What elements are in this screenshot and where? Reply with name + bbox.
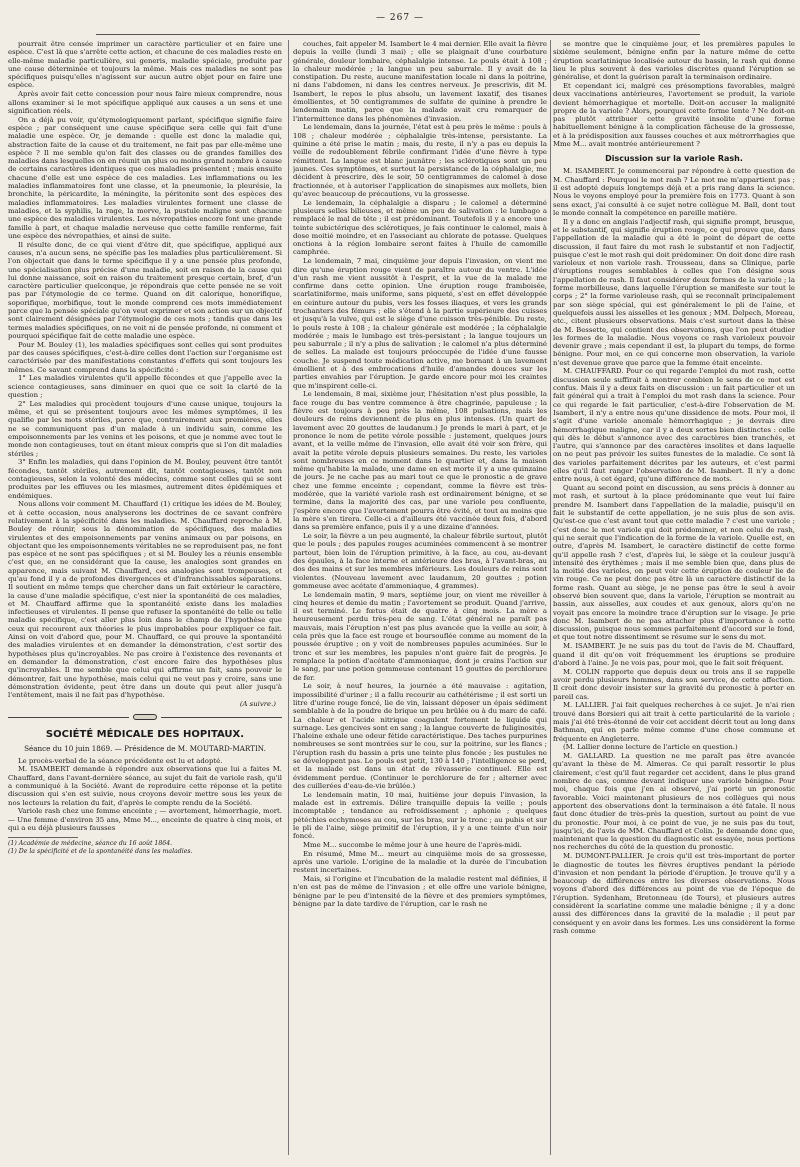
paragraph: Le lendemain, dans la journée, l'état est à peu près le même : pouls à 108 ; chaleur modérée ; céphalalgie très-intense, persistante. La quinine a été prise le matin ; mais, du reste, il n'y a pas eu depuis la veille de redoublement fébrile confirmant l'idée d'une fièvre à type rémittent. La langue est blanc jaunâtre ; les sclérotiques sont un peu jaunes. Ces symptômes, et surtout la persistance de la céphalalgie, me décident à prescrire, dès le soir, 50 centigrammes de calomel à dose fractionnée, et à autoriser l'application de sinapismes aux mollets, bien qu'avec beaucoup de précautions, vu la grossesse.	[293, 123, 547, 198]
header-rule	[96, 34, 700, 35]
paragraph: M. LALLIER. J'ai fait quelques recherches à ce sujet. Je n'ai rien trouvé dans Borsieri qui ait trait à cette particularité de la variole ; mais j'ai été très-étonné de voir cet accident décrit tout au long dans Bathman, qui en parle même comme d'une chose commune et fréquente en Angleterre.	[553, 701, 795, 743]
paragraph: 2° Les maladies qui procèdent toujours d'une cause unique, toujours la même, et qui se présentent toujours avec les mêmes symptômes, il les qualifie par les mots stériles, parce que, contrairement aux premières, elles ne se communiquent pas d'un malade à un individu sain, comme les empoisonnements par les venins et les poisons, et que je nomme avec tout le monde non contagieuses, tout en étant mieux compris que si l'on dit maladies stériles ;	[8, 399, 282, 458]
paragraph: Le lendemain, 8 mai, sixième jour, l'hésitation n'est plus possible, la face rouge du bas ventre commence à être chagrinée, papuleuse ; la fièvre est toujours à peu près la même, 108 pulsations, mais les douleurs de reins deviennent de plus en plus intenses. (Un quart de lavement avec 20 gouttes de laudanum.) Je prends le mari à part, et je prononce le nom de petite vérole possible : justement, quelques jours avant, et la veille même de l'invasion, elle avait été voir son frère, qui avait la petite vérole depuis plusieurs semaines. Du reste, les varioles sont nombreuses en ce moment dans le quartier et, dans la maison même qu'habite la malade, une dame en est morte il y a une quinzaine de jours. Je ne cache pas au mari tout ce que le pronostic a de grave chez une femme enceinte ; cependant, comme la fièvre est très-modérée, que la variété variole rash est ordinairement bénigne, et se termine, dans la majorité des cas, par une variole peu confluente, j'espère encore que l'avortement pourra être évité, et tout au moins que la mère s'en tirera. Celle-ci a d'ailleurs été vaccinée deux fois, d'abord dans sa première enfance, puis il y a une dizaine d'années.	[293, 390, 547, 532]
column-3	[553, 40, 795, 1160]
paragraph: Le lendemain, 7 mai, cinquième jour depuis l'invasion, on vient me dire qu'une éruption rouge vient de paraître autour du ventre. L'idée d'un rash me vient aussitôt à l'esprit, et la vue de la malade me confirme dans cette opinion. Une éruption rouge framboisée, scarlatiniforme, mais uniforme, sans piqueté, s'est en effet développée en ceinture autour du pubis, vers les fosses iliaques, et vers les grands trochanters des fémurs ; elle s'étend à la partie supérieure des cuisses et jusqu'à la vulve, qui est le siège d'une cuisson très-pénible. Du reste, le pouls reste à 108 ; la chaleur générale est modérée ; la céphalalgie modérée ; mais le lumbago est très-persistant ; la langue toujours un peu saburrale ; il n'y a plus de salivation ; le calomel n'a plus déterminé de selles. La malade est toujours préoccupée de l'idée d'une fausse couche. Je suspend toute médication active, me bornant à un lavement émollient et à des embrocations d'huile d'amandes douces sur les parties envahies par l'éruption. Je garde encore pour moi les craintes que m'inspirent celle-ci.	[293, 257, 547, 390]
session-line: Séance du 10 juin 1869. — Présidence de M. MOUTARD-MARTIN.	[24, 744, 266, 754]
paragraph: se montre que le cinquième jour, et les premières papules le sixième seulement, bénigne enfin par la nature même de cette éruption scarlatinique localisée autour du bassin, le rash qui donne lieu le plus souvent à des varioles discrètes quand l'éruption se généralise, et dont la guérison paraît la terminaison ordinaire.	[553, 40, 795, 82]
column-separator	[550, 40, 551, 1155]
paragraph: Nous allons voir comment M. Chauffard (1) critique les idées de M. Bouley, et à cette occasion, nous analyserons les doctrines de ce savant confrère relativement à la spécificité dans les maladies. M. Chauffard reproche à M. Bouley de réunir, sous la dénomination de spécifiques, des maladies virulentes et des empoisonnements par venins animaux ou par poisons, en objectant que les empoisonnements véritables ne se reproduisent pas, ne font pas espèce et ne sont pas spécifiques ; et si M. Bouley les a réunis ensemble c'est que, en ne considérant que la cause, les analogies sont grandes en apparence, mais suivant M. Chauffard, ces analogies sont trompeuses, et qu'au fond il y a de profondes divergences et d'infranchissables séparations. Il soutient en même temps que chercher dans un fait extérieur le caractère, la cause d'une maladie spécifique, c'est nier la spontanéité de ces maladies, et M. Chauffard affirme que la spontanéité existe dans les maladies infectieuses et virulentes. Il pense que refuser la spontanéité de telle ou telle maladie spécifique, c'est aller plus loin dans le champ de l'hypothèse que ceux qui recourent aux théories le plus improbables pour expliquer ce fait. Ainsi on voit d'abord que, pour M. Chauffard, ce qui prouve la spontanéité des maladies virulentes et en demander la démonstration, c'est sortir des hypothèses plus qu'incroyables. Ne pas croire à l'existence des revenants et en demander la démonstration, c'est encore faire des hypothèses plus qu'incroyables. Il me semble que celui qui affirme un fait, sans pouvoir le démontrer, fait une hypothèse, mais celui qui ne veut pas y croire, sans une démonstration évidente, peut être dans un doute qui peut aller jusqu'à l'entêtement, mais il ne fait pas d'hypothèse.	[8, 500, 282, 700]
footnote: (1) Académie de médecine, séance du 16 août 1864.	[8, 840, 173, 848]
paragraph: Il y a donc en anglais l'adjectif rash, qui signifie prompt, brusque, et le substantif, qui signifie éruption rouge, ce qui prouve que, dans l'appellation de la maladie qui a été le point de départ de cette discussion, il faut faire du mot rash le substantif et non l'adjectif, puisque c'est le mot rash qui doit prédominer. On doit donc dire rash varioleux et non variole rash. Trousseau, dans sa Clinique, parle d'éruptions rouges semblables à celles que l'on désigne sous l'appellation de rash. Il faut considérer deux formes de la variole ; la forme morbilleuse, dans laquelle l'éruption se manifeste sur tout le corps ; 2° la forme varioleuse rash, qui se reconnaît principalement par son siège spécial, qui est généralement le pli de l'aine, et quelquefois aussi les aisselles et les genoux ; MM. Delpech, Moreau, etc., citent plusieurs observations. Mais c'est surtout dans la thèse de M. Bessette, qui contient des observations, que l'on peut étudier les formes de la maladie. Nous voyons ce rash varioleux pouvoir devenir grave ; mais cependant il est, la plupart du temps, de forme bénigne. Pour moi, en ce qui concerne mon observation, la variole n'est devenue grave que parce que la femme était enceinte.	[553, 217, 795, 367]
paragraph: Pour M. Bouley (1), les maladies spécifiques sont celles qui sont produites par des causes spécifiques, c'est-à-dire celles dont l'action sur l'organisme est caractérisée par des manifestations constantes d'effets qui sont toujours les mêmes. Ce savant comprend dans la spécificité :	[8, 340, 282, 374]
paragraph: Et cependant ici, malgré ces présomptions favorables, malgré deux vaccinations antérieures, l'avortement se produit, la variole devient hémorrhagique et mortelle. Doit-on accuser la malignité propre de la variole ? Alors, pourquoi cette forme lente ? Ne doit-on pas plutôt attribuer cette gravité insolite d'une forme habituellement bénigne à la complication fâcheuse de la grossesse, et à la prédisposition aux fausses couches et aux métrorrhagies que Mme M... avait montrée antérieurement ?	[553, 81, 795, 149]
paragraph: On a déjà pu voir, qu'étymologiquement parlant, spécifique signifie faire espèce ; par conséquent une cause spécifique sera celle qui fait d'une maladie une espèce. Or, je demande : quelle est donc la maladie qui, abstraction faite de la cause et du traitement, ne fait pas par elle-même une espèce ? Il me semble qu'on fait des classes ou de grandes familles des maladies dans lesquelles on en réunit un plus ou moins grand nombre à cause de certains caractères identiques que ces maladies présentent ; mais ensuite chacune d'elle est une espèce de ces maladies. Les inflammations ou les maladies inflammatoires font une classe, et la pneumonie, la pleurésie, la bronchite, la péricardite, la méningite, la péritonite sont des espèces des maladies inflammatoires. Les maladies virulentes forment une classe de maladies, et la syphilis, la rage, la morve, la pustule maligne sont chacune une espèce des maladies virulentes. Les névropathies encore font une grande famille à part, et chaque maladie nerveuse que cette famille renferme, fait une espèce des névropathies, et ainsi de suite.	[8, 115, 282, 240]
paragraph: Quant au second point en discussion, au sens précis à donner au mot rash, et surtout à la place prédominante que veut lui faire prendre M. Isambert dans l'appellation de la maladie, puisqu'il en fait le substantif de cette appellation, je ne suis plus de son avis. Qu'est-ce que c'est avant tout que cette maladie ? c'est une variole ; c'est donc le mot variole qui doit prédominer, et non celui de rash, qui ne serait que l'indication de la forme de la variole. Quelle est, en outre, d'après M. Isambert, le caractère distinctif de cette forme qu'il appelle rash ? c'est, d'après lui, le siège et la couleur jusqu'à intensité des érythèmes ; mais il me semble bien que, dans plus de la moitié des varioles, on peut voir cette éruption de couleur lie de vin rouge. Ce ne peut donc pas être là un caractère distinctif de la forme rash. Quant au siège, je ne pense pas être le seul à avoir observé bien souvent que, dans la variole, l'éruption se montrait au bassin, aux aisselles, aux coudes et aux genoux, alors qu'on ne voyait pas encore la moindre trace d'éruption sur le visage. Je prie donc M. Isambert de ne pas attacher plus d'importance à cette discussion, puisque nous sommes parfaitement d'accord sur le fond, et que tout notre dissentiment se résume sur le sens du mot.	[553, 484, 795, 642]
column-2	[293, 40, 547, 1160]
paragraph: 1° Les maladies virulentes qu'il appelle fécondes et que j'appelle avec la science contagieuses, sans diminuer en quoi que ce soit la clarté de la question ;	[8, 374, 282, 399]
to-be-continued: (A suivre.)	[239, 699, 276, 708]
paragraph: (M. Lallier donne lecture de l'article en question.)	[563, 743, 738, 752]
paragraph: M. ISAMBERT demande à répondre aux observations que lui a faites M. Chauffard, dans l'avant-dernière séance, au sujet du fait de variole rash, qu'il a communiqué à la Société. Avant de reproduire cette réponse et la petite discussion qui s'en est suivie, nous croyons devoir mettre sous les yeux de nos lecteurs la relation du fait, d'après le compte rendu de la Société.	[8, 765, 282, 807]
minutes-line: Le procès-verbal de la séance précédente est lu et adopté.	[18, 756, 223, 765]
column-separator	[288, 40, 289, 1155]
paragraph: En résumé, Mme M... meurt au cinquième mois de sa grossesse, après une variole. L'origine de la maladie et la durée de l'incubation restent incertaines.	[293, 849, 547, 875]
subsection-title: Discussion sur la variole Rash.	[605, 154, 743, 164]
paragraph: Le lendemain, la céphalalgie a disparu ; le calomel a déterminé plusieurs selles bilieuses, et même un peu de salivation : le lumbago a remplacé le mal de tête ; il est prédominant. Toutefois il y a encore une teinte subictérique des sclérotiques, je fais continuer le calomel, mais à dose moitié moindre, et en l'associant au chlorate de potasse. Quelques onctions à la région lombaire seront faites à l'huile de camomille camphrée.	[293, 198, 547, 257]
paragraph: Le soir, à neuf heures, la journée a été mauvaise : agitation, impossibilité d'uriner ; il a fallu recourir au cathétérisme ; il est sorti un litre d'urine rouge foncé, lie de vin, laissant déposer un épais sédiment semblable à de la poudre de brique un peu brûlée ou à du marc de café. La chaleur et l'acide nitrique coagulent fortement le liquide qui surnage. Les gencives sont en sang ; la langue couverte de fuliginosités, l'haleine exhale une odeur fétide caractéristique. Des taches purpurines nombreuses se sont montrées sur le cou, sur la poitrine, sur les flancs ; l'éruption rash du bassin a pris une teinte plus foncée ; les pustules ne se développent pas. Le pouls est petit, 130 à 140 ; l'intelligence se perd, et la malade est dans un état de rêvasserie continuel. Elle est évidemment perdue. (Continuer le perchlorure de fer ; alterner avec des cuillerées d'eau-de-vie brûlée.)	[293, 682, 547, 790]
paragraph: Il résulte donc, de ce qui vient d'être dit, que spécifique, appliqué aux causes, n'a aucun sens, ne spécifie pas les maladies plus particulièrement. Si l'on objectait que dans le terme spécifique il y a une pensée plus profonde, une spécialisation plus précise d'une maladie, soit en raison de la cause qui lui donne naissance, soit en raison du traitement presque certain, bref, d'un caractère particulier quelconque, je répondrais que cette pensée ne se voit pas par l'étymologie de ce terme. Quand on dit calorique, honorifique, soporifique, morbifique, tout le monde comprend ces mots immédiatement parce que la pensée spéciale qu'on veut exprimer et son action sur un objectif sont clairement désignées par l'étymologie de ces mots ; tandis que dans les termes maladies spécifiques, on ne voit ni de pensée profonde, ni comment et pourquoi spécifique fait de cette maladie une espèce.	[8, 240, 282, 340]
footnote-rule	[8, 837, 78, 838]
paragraph: Le soir, la fièvre a un peu augmenté, la chaleur fébrile surtout, plutôt que le pouls ; des papules rouges acuminées commencent à se montrer partout, bien loin de l'éruption primitive, à la face, au cou, au-devant des épaules, à la face interne et antérieure des bras, à l'avant-bras, au dos des mains et sur les membres inférieurs. Les douleurs de reins sont violentes. (Nouveau lavement avec laudanum, 20 gouttes ; potion gommeuse avec acétate d'ammoniaque, 4 grammes).	[293, 532, 547, 590]
case-heading-paragraph: Variole rash chez une femme enceinte ; — avortement, hémorrhagie, mort. — Une femme d'environ 35 ans, Mme M..., enceinte de quatre à cinq mois, et qui a eu déjà plusieurs fausses	[8, 807, 282, 832]
paragraph: Mme M... succombe le même jour à une heure de l'après-midi.	[303, 841, 522, 849]
paragraph: pourrait être censée imprimer un caractère particulier et en faire une espèce. C'est là que s'arrête cette action, et chacune de ces maladies reste en elle-même maladie particulière, sui generis, maladie spéciale, produite par une cause déterminée et toujours la même. Mais ces maladies ne sont pas spécifiques puisqu'elles n'agissent sur aucun autre objet pour en faire une espèce.	[8, 40, 282, 90]
paragraph: M. DUMONT-PALLIER. Je crois qu'il est très-important de porter le diagnostic de toutes les fièvres éruptives pendant la période d'invasion et non pendant la période d'éruption. Je trouve qu'il y a beaucoup de différences entre les diverses observations. Nous voyons d'abord des différences au point de vue de l'époque de l'éruption. Sydenham, Bretonneau (de Tours), et plusieurs autres considèrent la scarlatine comme une maladie bénigne ; il y a donc aussi des différences dans la gravité de la maladie ; il peut par conséquent y en avoir dans les formes. Les uns considèrent la forme rash comme	[553, 852, 795, 935]
paragraph: Après avoir fait cette concession pour nous faire mieux comprendre, nous allons examiner si le mot spécifique appliqué aux causes a un sens et une signification réels.	[8, 90, 282, 115]
paragraph: 3° Enfin les maladies, qui dans l'opinion de M. Bouley, peuvent être tantôt fécondes, tantôt stériles, autrement dit, tantôt contagieuses, tantôt non contagieuses, selon la volonté des médecins, comme sont celles qui se sont produites par les effluves ou les miasmes, autrement dites épidémiques et endémiques.	[8, 458, 282, 500]
paragraph: couches, fait appeler M. Isambert le 4 mai dernier. Elle avait la fièvre depuis la veille (lundi 3 mai) ; elle se plaignait d'une courbature générale, douleur lombaire, céphalalgie intense. Le pouls était à 108 ; la chaleur modérée ; la langue un peu saburrale. Il y avait de la constipation. Du reste, aucune manifestation locale ni dans la poitrine, ni dans l'abdomen, ni dans les centres nerveux. Je prescrivis, dit M. Isambert, le repos le plus absolu, un lavement laxatif, des tisanes émollientes, et 50 centigrammes de sulfate de quinine à prendre le lendemain matin, parce que la malade avait cru remarquer de l'intermittence dans les phénomènes d'invasion.	[293, 40, 547, 123]
paragraph: Le lendemain matin, 9 mars, septième jour, on vient me réveiller à cinq heures et demie du matin ; l'avortement se produit. Quand j'arrive, il est terminé. Le fœtus était de quatre à cinq mois. La mère a heureusement perdu très-peu de sang. L'état général ne paraît pas mauvais, mais l'éruption n'est pas plus avancée que la veille au soir, à cela près que la face est rouge et boursouflée comme au moment de la poussée éruptive ; on y voit de nombreuses papules acuminées. Sur le tronc et sur les membres, les papules n'ont guère fait de progrès. Je remplace la potion d'acétate d'ammoniaque, dont je crains l'action sur le sang, par une potion gommeuse contenant 15 gouttes de perchlorure de fer.	[293, 590, 547, 682]
ornament-divider	[8, 712, 282, 722]
paragraph: M. GALLARD. La question ne me paraît pas être avancée qu'avant la thèse de M. Almeras. Ce qui paraît ressortir le plus clairement, c'est qu'il faut regarder cet accident, dans le plus grand nombre de cas, comme devant indiquer une variole bénigne. Pour moi, chaque fois que j'en ai observé, j'ai porté un pronostic favorable. Voici maintenant plusieurs de nos collègues qui nous apportent des observations dont la terminaison a été fatale. Il nous faut donc étudier de très-près la question, surtout au point de vue du pronostic. Pour moi, à ce point de vue, je ne suis pas du tout, jusqu'ici, de l'avis de MM. Chauffard et Colin. Je demande donc que, maintenant que la question du diagnostic est essayée, nous portions nos recherches du côté de la question du pronostic.	[553, 752, 795, 852]
paragraph: M. CHAUFFARD. Pour ce qui regarde l'emploi du mot rash, cette discussion seule suffirait à montrer combien le sens de ce mot est confus. Mais il y a deux faits en discussion : un fait particulier et un fait général qui a trait à l'emploi du mot rash dans la science. Pour ce qui regarde le fait particulier, c'est-à-dire l'observation de M. Isambert, il n'y a entre nous qu'une dissidence de mots. Pour moi, il s'agit d'une variole anomale hémorrhagique ; je devrais dire hémorrhagique maligne, car il y a deux sortes bien distinctes : celle qui dès le début s'annonce avec des caractères bien tranchés, et l'autre, qui s'annonce par des caractères insolites et dans laquelle on ne peut pas prévoir les suites funestes de la maladie. Ce sont là des varioles parfaitement décrites par les auteurs, et c'est parmi elles qu'il faut ranger l'observation de M. Isambert. Il n'y a donc entre nous, à cet égard, qu'une différence de mots.	[553, 367, 795, 484]
page-number: — 267 —	[376, 13, 424, 23]
paragraph: M. ISAMBERT. Je commencerai par répondre à cette question de M. Chauffard : Pourquoi le mot rash ? Le mot me m'appartient pas ; il est adopté depuis longtemps déjà et a pris rang dans la science. Nous le voyons employé pour la première fois en 1773. Quant à son sens exact, j'ai consulté à ce sujet notre collègue M. Ball, dont tout le monde connaît la compétence en pareille matière.	[553, 167, 795, 217]
footnote: (1) De la spécificité et de la spontanéité dans les maladies.	[8, 848, 193, 856]
paragraph: M. ISAMBERT. Je ne suis pas du tout de l'avis de M. Chauffard, quand il dit qu'on voit fréquemment les éruptions se produire d'abord à l'aine. Je ne vois pas, pour moi, que le fait soit fréquent.	[553, 642, 795, 667]
paragraph: Mais, si l'origine et l'incubation de la maladie restent mal définies, il n'en est pas de même de l'invasion ; et elle offre une variole bénigne, bénigne par le peu d'intensité de la fièvre et des premiers symptômes, bénigne par la date tardive de l'éruption, car le rash ne	[293, 875, 547, 909]
column-1	[0, 40, 282, 1160]
paragraph: Le lendemain matin, 10 mai, huitième jour depuis l'invasion, la malade est in extremis. Délire tranquille depuis la veille ; pouls incomptable ; tendance au refroidissement ; aphonie ; quelques pétéchies ecchymoses au cou, sur les bras, sur le tronc ; au pubis et sur le pli de l'aine, siège primitif de l'éruption, il y a une teinte d'un noir foncé.	[293, 790, 547, 841]
section-title: SOCIÉTÉ MÉDICALE DES HOPITAUX.	[45, 729, 245, 741]
paragraph: M. COLIN rapporte que depuis deux ou trois ans il se rappelle avoir perdu plusieurs hommes, dans son service, de cette affection. Il croit donc devoir insister sur la gravité du pronostic à porter en pareil cas.	[553, 667, 795, 701]
